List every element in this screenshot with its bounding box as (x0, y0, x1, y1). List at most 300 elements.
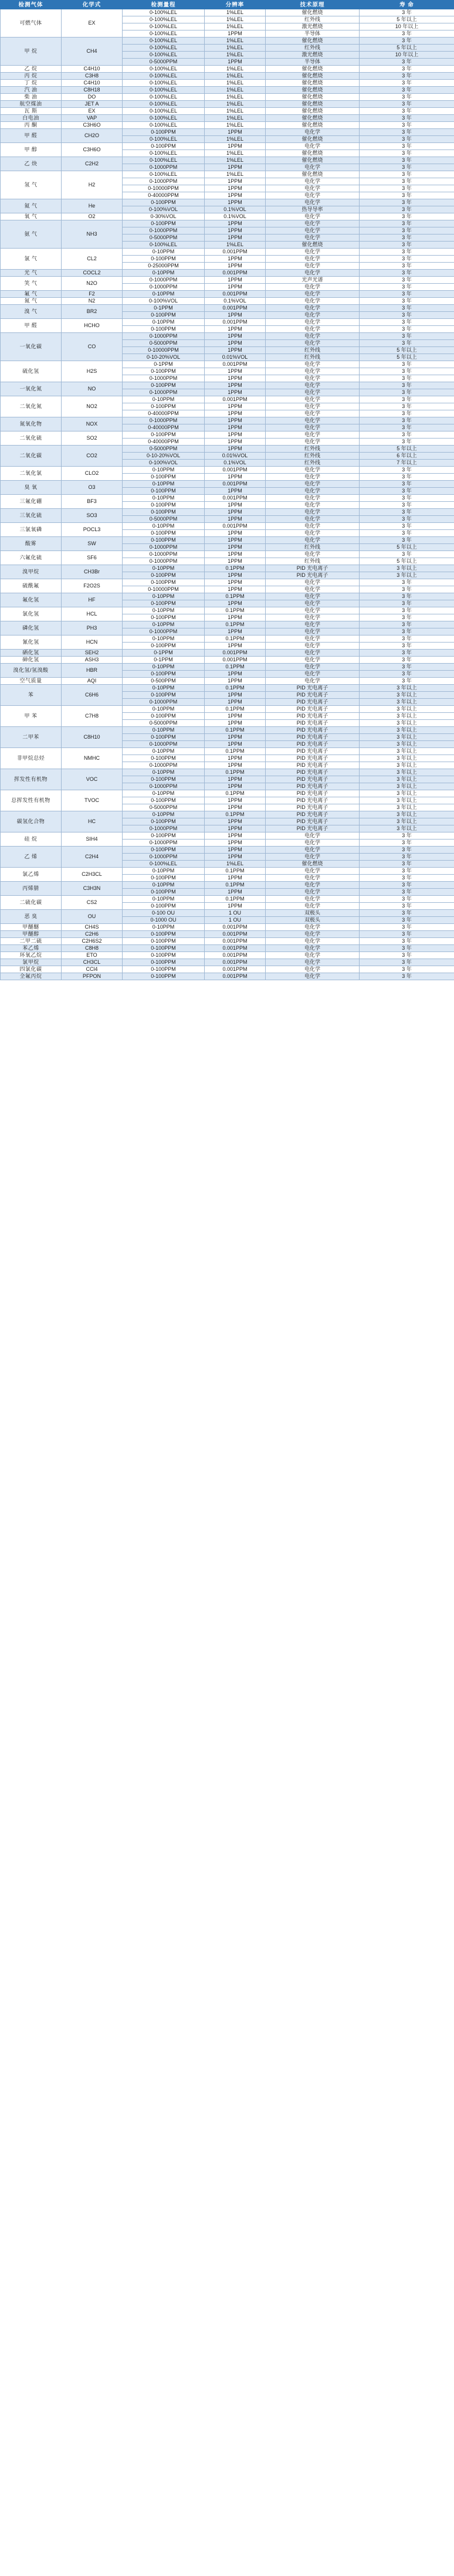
cell-technology: 电化学 (266, 235, 360, 242)
cell-resolution: 1PPM (205, 762, 266, 769)
cell-range: 0-100PPM (123, 312, 205, 319)
cell-life: 3 年 (360, 628, 454, 635)
cell-range: 0-1000PPM (123, 417, 205, 424)
cell-life: 3 年 (360, 938, 454, 945)
cell-range: 0-100PPM (123, 945, 205, 952)
cell-life: 3 年 (360, 832, 454, 840)
cell-gas-name: 三氧化硫 (1, 509, 62, 523)
table-row (1, 664, 454, 671)
cell-technology: 电化学 (266, 164, 360, 171)
cell-technology: 催化燃烧 (266, 242, 360, 249)
cell-life: 3 年 (360, 516, 454, 523)
cell-life: 3 年 (360, 263, 454, 270)
cell-life: 3 年 (360, 150, 454, 157)
cell-resolution: 1%LEL (205, 171, 266, 178)
cell-technology: 半导体 (266, 30, 360, 38)
cell-range: 0-1000PPM (123, 854, 205, 861)
cell-resolution: 0.1PPM (205, 769, 266, 776)
cell-range: 0-100PPM (123, 326, 205, 333)
cell-range: 0-1000PPM (123, 227, 205, 235)
cell-range: 0-1000PPM (123, 840, 205, 847)
cell-technology: 电化学 (266, 227, 360, 235)
cell-resolution: 0.1PPM (205, 896, 266, 903)
cell-life: 3 年 (360, 481, 454, 488)
cell-range: 0-100PPM (123, 537, 205, 544)
cell-life: 3 年 (360, 178, 454, 185)
cell-technology: 电化学 (266, 600, 360, 607)
cell-resolution: 1PPM (205, 741, 266, 748)
cell-technology: 电化学 (266, 424, 360, 431)
cell-resolution: 1%LEL (205, 73, 266, 80)
cell-life: 3 年以上 (360, 776, 454, 783)
cell-range: 0-100%LEL (123, 9, 205, 16)
cell-technology: 电化学 (266, 593, 360, 600)
cell-technology: PID 光电离子 (266, 755, 360, 762)
cell-resolution: 1PPM (205, 713, 266, 720)
cell-formula: EX (62, 9, 123, 38)
cell-range: 0-10PPM (123, 495, 205, 502)
cell-resolution: 1PPM (205, 256, 266, 263)
cell-resolution: 0.001PPM (205, 523, 266, 530)
cell-technology: 电化学 (266, 319, 360, 326)
cell-range: 0-100PPM (123, 643, 205, 650)
cell-resolution: 1%LEL (205, 87, 266, 94)
cell-range: 0-100%LEL (123, 122, 205, 129)
cell-range: 0-100%LEL (123, 171, 205, 178)
cell-formula: JET A (62, 101, 123, 108)
cell-life: 3 年 (360, 875, 454, 882)
cell-gas-name: 笑 气 (1, 277, 62, 291)
cell-technology: 电化学 (266, 882, 360, 889)
cell-gas-name: 氟化氢 (1, 593, 62, 607)
cell-gas-name: 磷化氢 (1, 621, 62, 635)
cell-resolution: 0.001PPM (205, 270, 266, 277)
cell-life: 3 年 (360, 213, 454, 220)
cell-technology: 电化学 (266, 488, 360, 495)
cell-technology: 电化学 (266, 896, 360, 903)
cell-technology: 电化学 (266, 481, 360, 488)
cell-resolution: 1PPM (205, 551, 266, 558)
cell-range: 0-10PPM (123, 748, 205, 755)
cell-resolution: 1PPM (205, 277, 266, 284)
cell-resolution: 1PPM (205, 431, 266, 439)
cell-gas-name: 砷化氢 (1, 657, 62, 664)
cell-resolution: 1PPM (205, 797, 266, 804)
cell-technology: 催化燃烧 (266, 101, 360, 108)
cell-range: 0-1PPM (123, 305, 205, 312)
cell-resolution: 1PPM (205, 263, 266, 270)
cell-technology: 电化学 (266, 586, 360, 593)
cell-range: 0-100%LEL (123, 108, 205, 115)
cell-formula: PH3 (62, 621, 123, 635)
cell-life: 3 年以上 (360, 692, 454, 699)
cell-range: 0-100PPM (123, 502, 205, 509)
cell-resolution: 1PPM (205, 783, 266, 790)
table-row (1, 305, 454, 312)
cell-life: 3 年 (360, 319, 454, 326)
cell-technology: 电化学 (266, 396, 360, 403)
cell-resolution: 1%LEL (205, 242, 266, 249)
cell-range: 0-1000 OU (123, 917, 205, 924)
table-row (1, 537, 454, 544)
cell-technology: 红外线 (266, 354, 360, 361)
cell-gas-name: 可燃气体 (1, 9, 62, 38)
cell-life: 3 年以上 (360, 720, 454, 727)
cell-range: 0-100PPM (123, 403, 205, 410)
cell-formula: H2 (62, 171, 123, 199)
cell-range: 0-1000PPM (123, 375, 205, 382)
table-row (1, 38, 454, 45)
cell-range: 0-10PPM (123, 565, 205, 572)
cell-resolution: 1PPM (205, 375, 266, 382)
cell-technology: 电化学 (266, 467, 360, 474)
cell-range: 0-10PPM (123, 769, 205, 776)
cell-life: 3 年 (360, 396, 454, 403)
cell-range: 0-100 OU (123, 910, 205, 917)
table-row (1, 565, 454, 572)
cell-technology: 电化学 (266, 614, 360, 621)
cell-technology: 电化学 (266, 664, 360, 671)
cell-range: 0-1000PPM (123, 551, 205, 558)
cell-formula: He (62, 199, 123, 213)
cell-life: 3 年 (360, 854, 454, 861)
cell-range: 0-100PPM (123, 692, 205, 699)
table-row (1, 727, 454, 734)
cell-formula: F2 (62, 291, 123, 298)
cell-range: 0-100%LEL (123, 94, 205, 101)
table-row (1, 607, 454, 614)
cell-gas-name: 四氯化碳 (1, 966, 62, 973)
cell-life: 5 年以上 (360, 446, 454, 453)
cell-resolution: 1%LEL (205, 122, 266, 129)
cell-range: 0-1PPM (123, 657, 205, 664)
cell-technology: 电化学 (266, 326, 360, 333)
cell-life: 3 年以上 (360, 565, 454, 572)
cell-life: 3 年 (360, 952, 454, 959)
cell-range: 0-10PPM (123, 882, 205, 889)
cell-resolution: 1PPM (205, 734, 266, 741)
cell-technology: 电化学 (266, 938, 360, 945)
cell-range: 0-1000PPM (123, 178, 205, 185)
table-row (1, 973, 454, 980)
table-row (1, 396, 454, 403)
cell-gas-name: 硫酰氟 (1, 579, 62, 593)
cell-life: 3 年以上 (360, 748, 454, 755)
cell-resolution: 0.001PPM (205, 924, 266, 931)
cell-resolution: 1%LEL (205, 45, 266, 52)
cell-resolution: 1%LEL (205, 115, 266, 122)
cell-life: 3 年 (360, 291, 454, 298)
cell-life: 3 年 (360, 495, 454, 502)
cell-formula: NO (62, 382, 123, 396)
cell-range: 0-10PPM (123, 249, 205, 256)
cell-technology: PID 光电离子 (266, 685, 360, 692)
cell-resolution: 0.1PPM (205, 882, 266, 889)
cell-resolution: 0.001PPM (205, 467, 266, 474)
cell-resolution: 1%LEL (205, 38, 266, 45)
cell-resolution: 1%LEL (205, 80, 266, 87)
cell-gas-name: 臭 氧 (1, 481, 62, 495)
cell-technology: PID 光电离子 (266, 692, 360, 699)
cell-life: 10 年以上 (360, 23, 454, 30)
cell-life: 3 年 (360, 678, 454, 685)
table-row (1, 481, 454, 488)
cell-life: 3 年 (360, 164, 454, 171)
cell-resolution: 1 OU (205, 910, 266, 917)
table-row (1, 291, 454, 298)
cell-life: 3 年以上 (360, 727, 454, 734)
cell-range: 0-100%LEL (123, 16, 205, 23)
cell-life: 3 年 (360, 108, 454, 115)
cell-life: 3 年 (360, 903, 454, 910)
cell-formula: C8H18 (62, 87, 123, 94)
cell-range: 0-1000PPM (123, 544, 205, 551)
cell-resolution: 1PPM (205, 692, 266, 699)
cell-resolution: 1PPM (205, 572, 266, 579)
cell-formula: CO2 (62, 446, 123, 467)
cell-resolution: 0.001PPM (205, 945, 266, 952)
table-row (1, 678, 454, 685)
cell-range: 0-1000PPM (123, 558, 205, 565)
cell-technology: 电化学 (266, 340, 360, 347)
cell-gas-name: 溴化氢/氢溴酸 (1, 664, 62, 678)
cell-technology: 电化学 (266, 129, 360, 136)
cell-range: 0-1000PPM (123, 783, 205, 790)
cell-range: 0-100%LEL (123, 157, 205, 164)
cell-gas-name: 甲醚醚 (1, 924, 62, 931)
cell-range: 0-500PPM (123, 678, 205, 685)
cell-range: 0-10PPM (123, 790, 205, 797)
table-row (1, 882, 454, 889)
cell-range: 0-100PPM (123, 959, 205, 966)
cell-range: 0-100PPM (123, 776, 205, 783)
cell-resolution: 0.001PPM (205, 657, 266, 664)
cell-technology: 电化学 (266, 931, 360, 938)
table-row (1, 101, 454, 108)
cell-resolution: 1PPM (205, 199, 266, 206)
cell-technology: 电化学 (266, 671, 360, 678)
cell-range: 0-25000PPM (123, 263, 205, 270)
table-row (1, 467, 454, 474)
cell-resolution: 1PPM (205, 333, 266, 340)
cell-range: 0-100PPM (123, 938, 205, 945)
cell-gas-name: 全氟丙烷 (1, 973, 62, 980)
cell-technology: 催化燃烧 (266, 9, 360, 16)
cell-resolution: 1%LEL (205, 861, 266, 868)
cell-range: 0-100PPM (123, 931, 205, 938)
cell-technology: 电化学 (266, 495, 360, 502)
cell-range: 0-5000PPM (123, 516, 205, 523)
cell-range: 0-100PPM (123, 614, 205, 621)
cell-resolution: 0.1PPM (205, 706, 266, 713)
cell-resolution: 0.001PPM (205, 305, 266, 312)
table-row (1, 122, 454, 129)
cell-life: 3 年以上 (360, 755, 454, 762)
cell-gas-name: 光 气 (1, 270, 62, 277)
header-formula: 化学式 (62, 1, 123, 9)
cell-formula: ETO (62, 952, 123, 959)
cell-technology: 电化学 (266, 973, 360, 980)
cell-technology: 电化学 (266, 270, 360, 277)
cell-formula: POCL3 (62, 523, 123, 537)
table-row (1, 270, 454, 277)
cell-resolution: 1PPM (205, 59, 266, 66)
table-row (1, 129, 454, 136)
cell-range: 0-100PPM (123, 734, 205, 741)
table-row (1, 73, 454, 80)
cell-resolution: 1PPM (205, 776, 266, 783)
cell-technology: 催化燃烧 (266, 115, 360, 122)
table-row (1, 143, 454, 150)
cell-resolution: 1%LEL (205, 66, 266, 73)
cell-technology: 电化学 (266, 220, 360, 227)
cell-range: 0-100%VOL (123, 298, 205, 305)
cell-technology: 电化学 (266, 375, 360, 382)
cell-range: 0-100PPM (123, 220, 205, 227)
cell-formula: VAP (62, 115, 123, 122)
table-row (1, 551, 454, 558)
cell-resolution: 1PPM (205, 368, 266, 375)
cell-technology: 催化燃烧 (266, 136, 360, 143)
cell-gas-name: 氦 气 (1, 199, 62, 213)
cell-technology: PID 光电离子 (266, 748, 360, 755)
cell-gas-name: 氮氧化物 (1, 417, 62, 431)
cell-resolution: 1PPM (205, 614, 266, 621)
cell-life: 3 年 (360, 931, 454, 938)
cell-formula: C6H6 (62, 685, 123, 706)
cell-life: 3 年 (360, 298, 454, 305)
cell-resolution: 1PPM (205, 586, 266, 593)
cell-life: 3 年 (360, 30, 454, 38)
cell-life: 3 年 (360, 959, 454, 966)
header-gas: 检测气体 (1, 1, 62, 9)
cell-life: 3 年 (360, 530, 454, 537)
cell-life: 3 年 (360, 143, 454, 150)
cell-life: 3 年 (360, 115, 454, 122)
cell-life: 3 年以上 (360, 699, 454, 706)
cell-technology: PID 光电离子 (266, 804, 360, 811)
cell-resolution: 1%LEL (205, 23, 266, 30)
cell-formula: C3H6O (62, 122, 123, 129)
cell-gas-name: 氯甲烷 (1, 959, 62, 966)
cell-resolution: 0.001PPM (205, 959, 266, 966)
cell-technology: 红外线 (266, 460, 360, 467)
cell-life: 3 年 (360, 502, 454, 509)
cell-gas-name: 瓦 斯 (1, 108, 62, 115)
cell-technology: 催化燃烧 (266, 108, 360, 115)
cell-formula: O3 (62, 481, 123, 495)
cell-range: 0-100PPM (123, 199, 205, 206)
table-row (1, 446, 454, 453)
cell-formula: N2 (62, 298, 123, 305)
cell-gas-name: 二氧化氯 (1, 467, 62, 481)
cell-life: 3 年以上 (360, 811, 454, 818)
cell-formula: VOC (62, 769, 123, 790)
cell-formula: ASH3 (62, 657, 123, 664)
cell-gas-name: 汽 油 (1, 87, 62, 94)
cell-range: 0-10PPM (123, 924, 205, 931)
cell-technology: PID 光电离子 (266, 811, 360, 818)
cell-life: 3 年以上 (360, 825, 454, 832)
cell-gas-name: 甲 苯 (1, 706, 62, 727)
cell-resolution: 1PPM (205, 312, 266, 319)
cell-life: 3 年 (360, 94, 454, 101)
cell-technology: 催化燃烧 (266, 157, 360, 164)
cell-formula: C2H4 (62, 847, 123, 868)
cell-resolution: 0.001PPM (205, 319, 266, 326)
cell-formula: CLO2 (62, 467, 123, 481)
cell-technology: 电化学 (266, 256, 360, 263)
cell-range: 0-100PPM (123, 875, 205, 882)
cell-formula: HBR (62, 664, 123, 678)
cell-life: 3 年 (360, 882, 454, 889)
cell-life: 3 年 (360, 66, 454, 73)
cell-technology: 电化学 (266, 213, 360, 220)
cell-technology: 双极头 (266, 910, 360, 917)
cell-life: 3 年 (360, 643, 454, 650)
table-row (1, 213, 454, 220)
table-row (1, 199, 454, 206)
cell-range: 0-5000PPM (123, 446, 205, 453)
cell-gas-name: 氯乙烯 (1, 868, 62, 882)
cell-formula: CH3Br (62, 565, 123, 579)
cell-range: 0-100PPM (123, 600, 205, 607)
cell-resolution: 1PPM (205, 678, 266, 685)
cell-life: 3 年 (360, 73, 454, 80)
cell-life: 3 年 (360, 403, 454, 410)
cell-technology: 电化学 (266, 854, 360, 861)
cell-technology: 电化学 (266, 312, 360, 319)
cell-life: 3 年 (360, 333, 454, 340)
cell-range: 0-100PPM (123, 488, 205, 495)
cell-range: 0-100PPM (123, 671, 205, 678)
cell-life: 3 年 (360, 368, 454, 375)
cell-life: 3 年 (360, 657, 454, 664)
cell-resolution: 1PPM (205, 889, 266, 896)
table-row (1, 66, 454, 73)
cell-resolution: 0.1PPM (205, 868, 266, 875)
cell-resolution: 1PPM (205, 178, 266, 185)
cell-life: 5 年以上 (360, 16, 454, 23)
table-row (1, 748, 454, 755)
cell-life: 3 年 (360, 206, 454, 213)
table-row (1, 790, 454, 797)
cell-gas-name: 氮 气 (1, 298, 62, 305)
cell-range: 0-10-20%VOL (123, 354, 205, 361)
cell-technology: 电化学 (266, 537, 360, 544)
cell-formula: CCl4 (62, 966, 123, 973)
cell-formula: OU (62, 910, 123, 924)
cell-resolution: 1PPM (205, 439, 266, 446)
cell-range: 0-100PPM (123, 903, 205, 910)
cell-gas-name: 丙烯腈 (1, 882, 62, 896)
cell-formula: O2 (62, 213, 123, 220)
cell-resolution: 1%LEL (205, 52, 266, 59)
cell-life: 3 年 (360, 868, 454, 875)
cell-range: 0-10PPM (123, 481, 205, 488)
cell-range: 0-40000PPM (123, 439, 205, 446)
cell-life: 3 年 (360, 38, 454, 45)
cell-formula: SEH2 (62, 650, 123, 657)
cell-life: 3 年 (360, 924, 454, 931)
cell-technology: 电化学 (266, 431, 360, 439)
table-row (1, 896, 454, 903)
table-row (1, 431, 454, 439)
cell-resolution: 1%LEL (205, 16, 266, 23)
cell-gas-name: 恶 臭 (1, 910, 62, 924)
cell-technology: 电化学 (266, 361, 360, 368)
cell-life: 3 年 (360, 945, 454, 952)
